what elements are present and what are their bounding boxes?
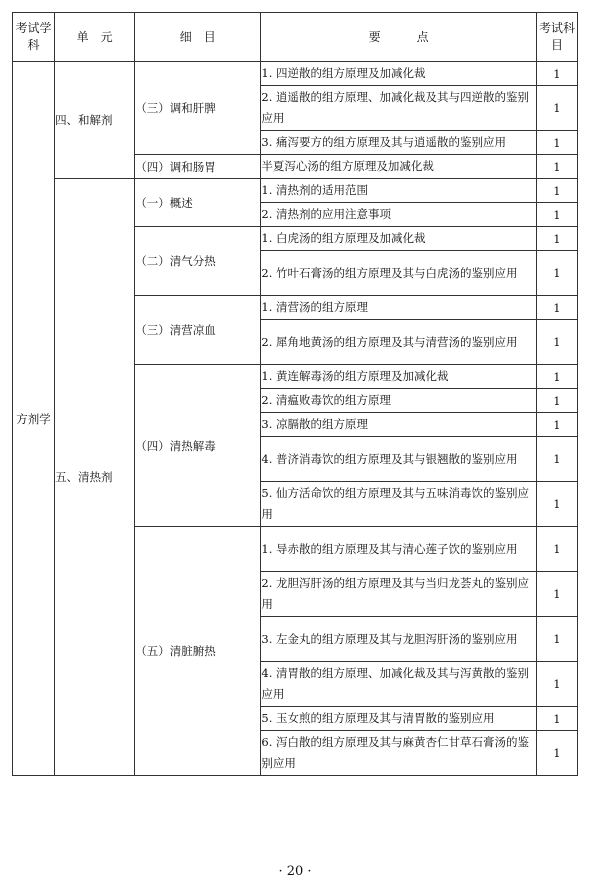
section-cell: （一）概述 <box>135 179 261 227</box>
point-cell: 4. 清胃散的组方原理、加减化裁及其与泻黄散的鉴别应用 <box>261 662 536 707</box>
level-cell: 1 <box>536 527 577 572</box>
point-cell: 1. 导赤散的组方原理及其与清心莲子饮的鉴别应用 <box>261 527 536 572</box>
point-cell: 5. 玉女煎的组方原理及其与清胃散的鉴别应用 <box>261 707 536 731</box>
table-row <box>13 62 578 86</box>
level-cell: 1 <box>536 227 577 251</box>
level-cell: 1 <box>536 389 577 413</box>
header-row <box>13 13 578 62</box>
level-cell: 1 <box>536 572 577 617</box>
point-cell: 6. 泻白散的组方原理及其与麻黄杏仁甘草石膏汤的鉴别应用 <box>261 731 536 776</box>
unit-cell: 四、和解剂 <box>55 62 135 179</box>
point-cell: 1. 清营汤的组方原理 <box>261 296 536 320</box>
header-level: 考试科目 <box>536 13 577 62</box>
level-cell: 1 <box>536 320 577 365</box>
point-cell: 2. 犀角地黄汤的组方原理及其与清营汤的鉴别应用 <box>261 320 536 365</box>
syllabus-table <box>12 12 578 776</box>
level-cell: 1 <box>536 437 577 482</box>
point-cell: 1. 白虎汤的组方原理及加减化裁 <box>261 227 536 251</box>
level-cell: 1 <box>536 617 577 662</box>
level-cell: 1 <box>536 251 577 296</box>
point-cell: 1. 黄连解毒汤的组方原理及加减化裁 <box>261 365 536 389</box>
point-cell: 2. 清热剂的应用注意事项 <box>261 203 536 227</box>
subject-cell: 方剂学 <box>13 62 55 776</box>
section-cell: （五）清脏腑热 <box>135 527 261 776</box>
table-row <box>13 179 578 203</box>
header-unit: 单 元 <box>55 13 135 62</box>
level-cell: 1 <box>536 155 577 179</box>
point-cell: 2. 龙胆泻肝汤的组方原理及其与当归龙荟丸的鉴别应用 <box>261 572 536 617</box>
level-cell: 1 <box>536 203 577 227</box>
point-cell: 2. 竹叶石膏汤的组方原理及其与白虎汤的鉴别应用 <box>261 251 536 296</box>
level-cell: 1 <box>536 731 577 776</box>
header-section: 细 目 <box>135 13 261 62</box>
page-number: · 20 · <box>278 864 312 879</box>
level-cell: 1 <box>536 365 577 389</box>
point-cell: 4. 普济消毒饮的组方原理及其与银翘散的鉴别应用 <box>261 437 536 482</box>
level-cell: 1 <box>536 662 577 707</box>
level-cell: 1 <box>536 413 577 437</box>
point-cell: 1. 清热剂的适用范围 <box>261 179 536 203</box>
point-cell: 1. 四逆散的组方原理及加减化裁 <box>261 62 536 86</box>
section-cell: （三）清营凉血 <box>135 296 261 365</box>
unit-cell: 五、清热剂 <box>55 179 135 776</box>
section-cell: （二）清气分热 <box>135 227 261 296</box>
header-subject: 考试学科 <box>13 13 55 62</box>
level-cell: 1 <box>536 482 577 527</box>
point-cell: 2. 逍遥散的组方原理、加减化裁及其与四逆散的鉴别应用 <box>261 86 536 131</box>
section-cell: （三）调和肝脾 <box>135 62 261 155</box>
level-cell: 1 <box>536 86 577 131</box>
point-cell: 3. 痛泻要方的组方原理及其与逍遥散的鉴别应用 <box>261 131 536 155</box>
level-cell: 1 <box>536 707 577 731</box>
section-cell: （四）清热解毒 <box>135 365 261 527</box>
level-cell: 1 <box>536 131 577 155</box>
level-cell: 1 <box>536 296 577 320</box>
point-cell: 2. 清瘟败毒饮的组方原理 <box>261 389 536 413</box>
header-points: 要 点 <box>261 13 536 62</box>
point-cell: 3. 凉膈散的组方原理 <box>261 413 536 437</box>
level-cell: 1 <box>536 62 577 86</box>
section-cell: （四）调和肠胃 <box>135 155 261 179</box>
point-cell: 5. 仙方活命饮的组方原理及其与五味消毒饮的鉴别应用 <box>261 482 536 527</box>
point-cell: 半夏泻心汤的组方原理及加减化裁 <box>261 155 536 179</box>
level-cell: 1 <box>536 179 577 203</box>
point-cell: 3. 左金丸的组方原理及其与龙胆泻肝汤的鉴别应用 <box>261 617 536 662</box>
